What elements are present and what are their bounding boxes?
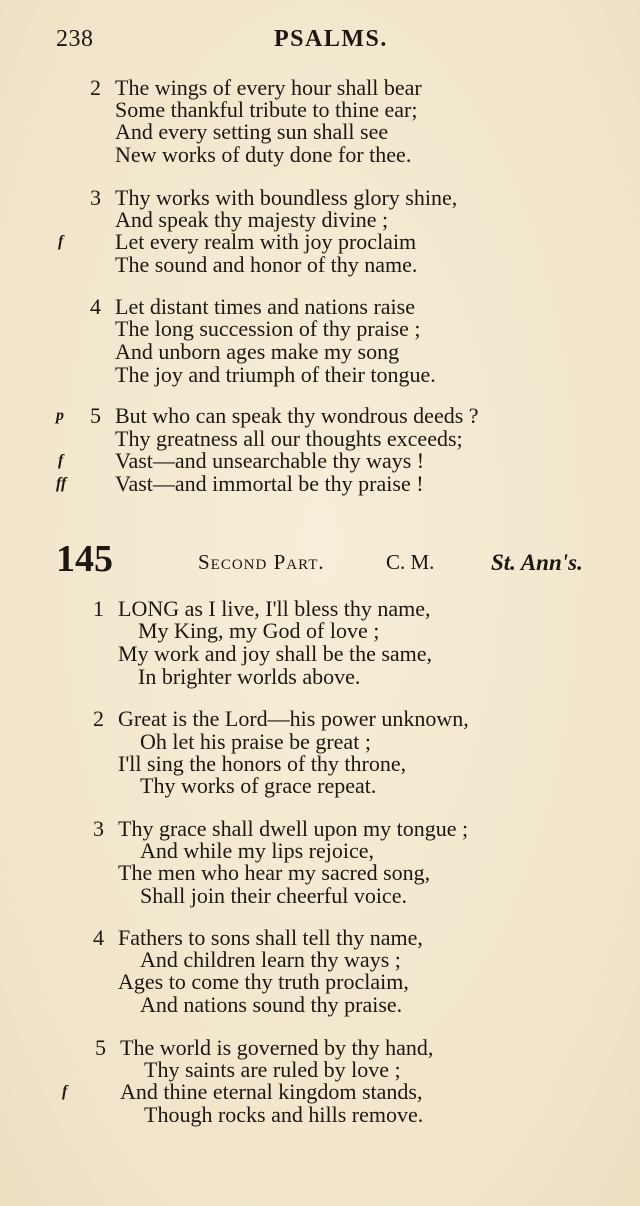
hymn-number: 145 xyxy=(56,538,113,580)
hymn-tune: St. Ann's. xyxy=(491,550,583,575)
page-number: 238 xyxy=(56,26,94,52)
verse-number: 4 xyxy=(93,925,104,950)
dynamic-mark: f xyxy=(58,452,64,469)
verse-line: And unborn ages make my song xyxy=(115,339,400,364)
verse-line: Vast—and unsearchable thy ways ! xyxy=(115,448,425,473)
verse-number: 2 xyxy=(93,706,104,731)
dynamic-mark: f xyxy=(62,1083,68,1100)
verse-line: And thine eternal kingdom stands, xyxy=(120,1079,423,1104)
verse-line: Though rocks and hills remove. xyxy=(144,1102,424,1127)
verse-line: And nations sound thy praise. xyxy=(140,992,403,1017)
running-head: PSALMS. xyxy=(274,26,388,52)
verse-number: 1 xyxy=(93,596,104,621)
verse-line: New works of duty done for thee. xyxy=(115,142,412,167)
verse-number: 4 xyxy=(90,294,101,319)
verse-line: Vast—and immortal be thy praise ! xyxy=(115,471,424,496)
verse-number: 5 xyxy=(95,1035,106,1060)
hymn-part: Second Part. xyxy=(198,550,325,574)
verse-number: 3 xyxy=(90,185,101,210)
verse-line: And while my lips rejoice, xyxy=(140,838,375,863)
verse-number: 2 xyxy=(90,75,101,100)
verse-line: The men who hear my sacred song, xyxy=(118,860,431,885)
verse-line: Thy saints are ruled by love ; xyxy=(144,1057,401,1082)
dynamic-mark: ff xyxy=(56,475,67,492)
dynamic-mark: p xyxy=(56,407,64,424)
verse-line: I'll sing the honors of thy throne, xyxy=(118,751,407,776)
verse-line: And speak thy majesty divine ; xyxy=(115,207,389,232)
dynamic-mark: f xyxy=(58,233,64,250)
verse-line: Let every realm with joy proclaim xyxy=(115,229,417,254)
hymn-meter: C. M. xyxy=(386,550,435,574)
verse-line: Ages to come thy truth proclaim, xyxy=(118,969,409,994)
verse-line: But who can speak thy wondrous deeds ? xyxy=(115,403,479,428)
verse-line: The long succession of thy praise ; xyxy=(115,316,421,341)
verse-line: Great is the Lord—his power unknown, xyxy=(118,706,469,731)
verse-line: Fathers to sons shall tell thy name, xyxy=(118,925,423,950)
verse-line: LONG as I live, I'll bless thy name, xyxy=(118,596,431,621)
verse-number: 5 xyxy=(90,403,101,428)
verse-line: Thy grace shall dwell upon my tongue ; xyxy=(118,816,469,841)
verse-line: Thy works of grace repeat. xyxy=(140,773,377,798)
verse-line: Thy works with boundless glory shine, xyxy=(115,185,458,210)
verse-line: In brighter worlds above. xyxy=(138,664,361,689)
verse-line: My King, my God of love ; xyxy=(138,618,380,643)
verse-line: Let distant times and nations raise xyxy=(115,294,415,319)
verse-line: My work and joy shall be the same, xyxy=(118,641,433,666)
verse-number: 3 xyxy=(93,816,104,841)
verse-line: The world is governed by thy hand, xyxy=(120,1035,434,1060)
verse-line: And children learn thy ways ; xyxy=(140,947,401,972)
verse-line: The sound and honor of thy name. xyxy=(115,252,418,277)
verse-line: And every setting sun shall see xyxy=(115,119,389,144)
verse-line: The joy and triumph of their tongue. xyxy=(115,362,436,387)
verse-line: Some thankful tribute to thine ear; xyxy=(115,97,418,122)
verse-line: The wings of every hour shall bear xyxy=(115,75,422,100)
verse-line: Shall join their cheerful voice. xyxy=(140,883,407,908)
verse-line: Thy greatness all our thoughts exceeds; xyxy=(115,426,463,451)
verse-line: Oh let his praise be great ; xyxy=(140,729,371,754)
